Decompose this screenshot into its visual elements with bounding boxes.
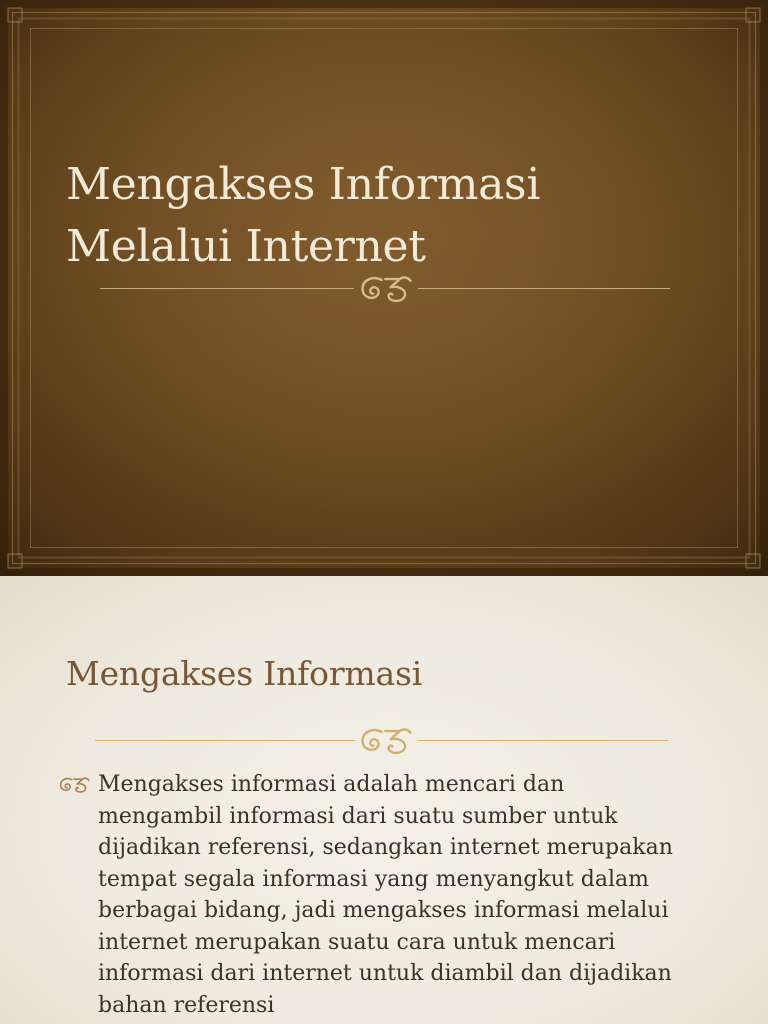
title-divider: [100, 274, 670, 304]
bullet-text-line: Mengakses informasi adalah mencari dan: [98, 772, 565, 797]
flourish-icon: [358, 726, 416, 756]
bullet-text-line: tempat segala informasi yang menyangkut dalam: [98, 866, 649, 892]
slide-title-line: Melalui Internet: [66, 221, 426, 272]
divider-line-left: [100, 288, 354, 289]
divider-line-left: [95, 740, 355, 741]
slide-title-line: Mengakses Informasi: [66, 159, 541, 210]
heading-divider: [95, 726, 668, 756]
divider-line-right: [418, 288, 670, 289]
bullet-text-line: berbagai bidang, jadi mengakses informasi melalui: [98, 898, 669, 923]
bullet-text-line: bahan referensi: [98, 992, 275, 1018]
flourish-bullet-icon: [58, 776, 92, 794]
content-slide: [0, 576, 768, 1024]
bullet-text-line: mengambil informasi dari suatu sumber untuk: [98, 803, 618, 829]
divider-line-right: [418, 740, 668, 741]
bullet-text-line: informasi dari internet untuk diambil dan dijadikan: [98, 961, 672, 986]
flourish-icon: [358, 274, 416, 304]
bullet-text-line: dijadikan referensi, sedangkan internet merupakan: [98, 835, 673, 860]
bullet-text-line: internet merupakan suatu cara untuk mencari: [98, 929, 616, 955]
slide-heading: Mengakses Informasi: [66, 654, 423, 693]
bullet-text: [98, 769, 738, 1021]
